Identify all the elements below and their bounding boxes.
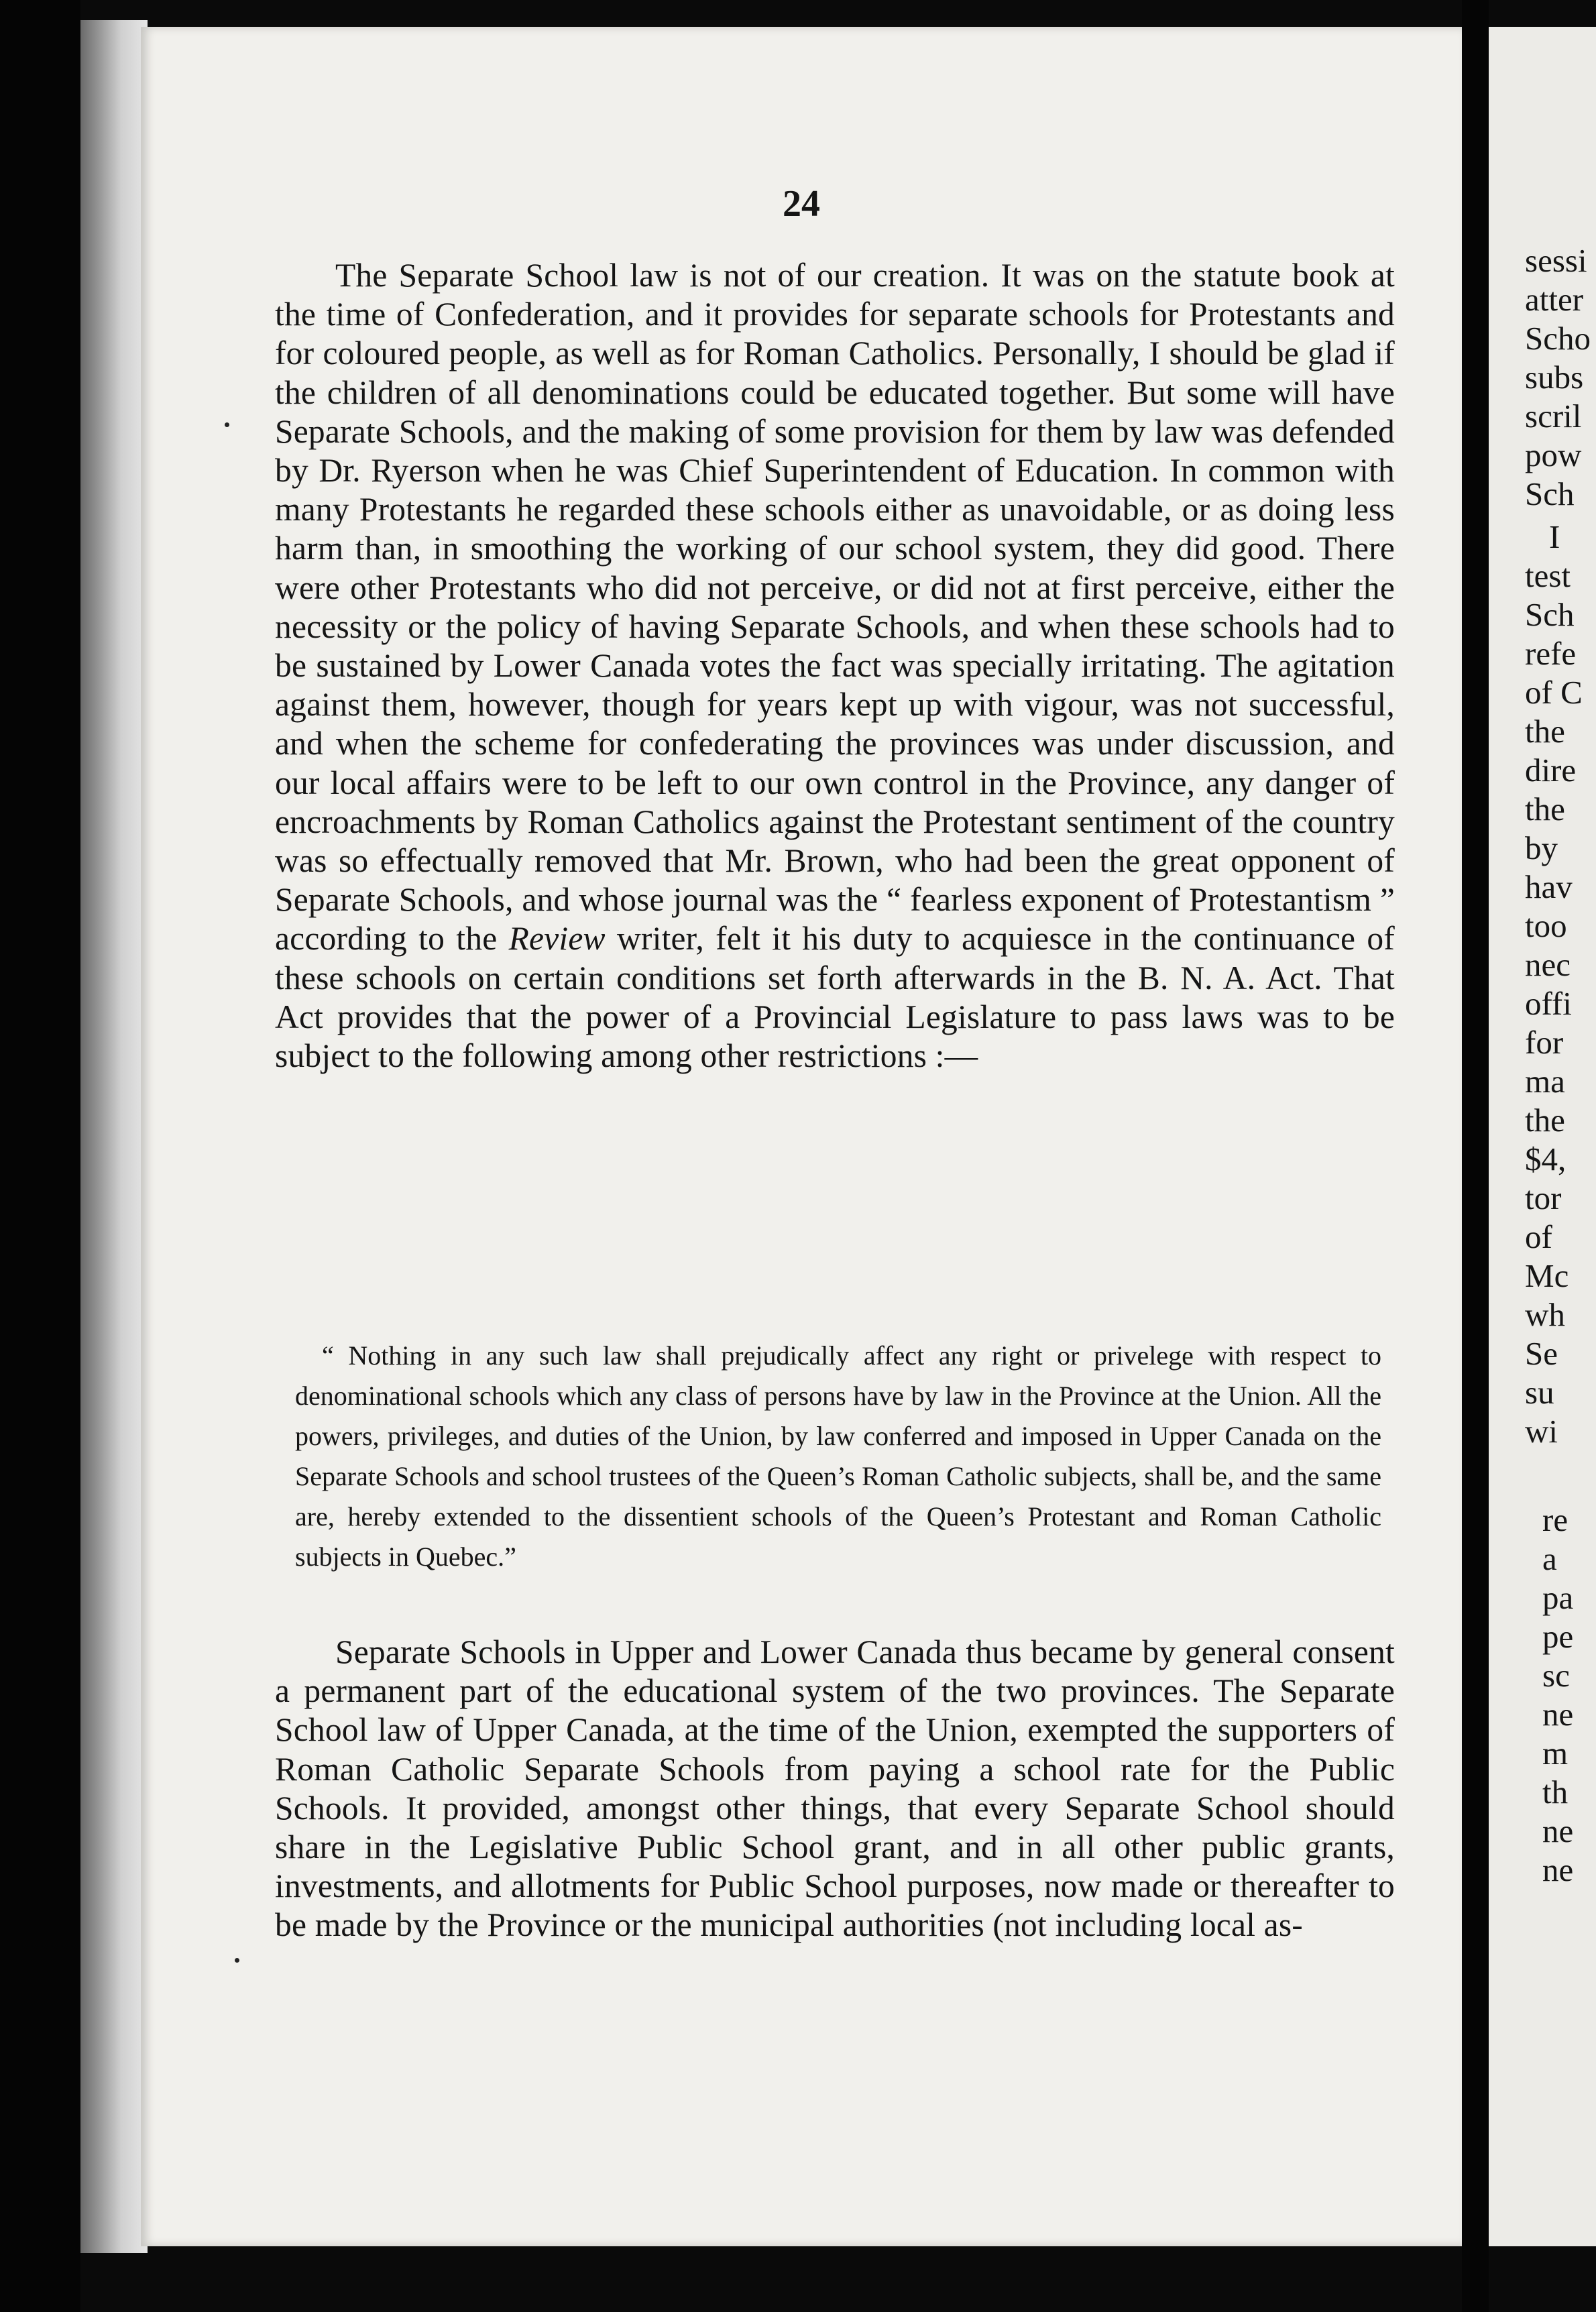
next-page-fragment: Scho bbox=[1525, 320, 1591, 357]
next-page-fragment: for bbox=[1525, 1024, 1564, 1061]
next-page-fragment: pow bbox=[1525, 437, 1582, 473]
next-page-fragment: wh bbox=[1525, 1296, 1565, 1333]
scan-speck bbox=[235, 1958, 239, 1963]
next-page-fragment: too bbox=[1525, 907, 1567, 944]
next-page-fragment: the bbox=[1525, 713, 1565, 750]
next-page-fragment: the bbox=[1525, 1102, 1565, 1139]
paragraph-2-text: Separate Schools in Upper and Lower Canada thus became by general consent a permanent part of the educational system of the two provinces. The Separate School law of Upper Canada, at the time of the Union, exempted the supporters of Roman Catholic Separate Schools from paying a school rate for the Public Schools. It provided, amongst other things, that every Separate School should share in the Legislative Public School grant, and in all other public grants, investments, and allotments for Public School purposes, now made or thereafter to be made by the Province or the municipal authorities (not including local as- bbox=[275, 1633, 1395, 1944]
next-page-fragment: Sch bbox=[1525, 596, 1575, 633]
next-page-fragment: hav bbox=[1525, 868, 1573, 905]
next-page-fragment: ne bbox=[1542, 1812, 1574, 1849]
next-page-fragment: ne bbox=[1542, 1696, 1574, 1733]
book-gutter bbox=[1462, 0, 1489, 2312]
scan-speck bbox=[225, 422, 229, 427]
next-page-fragment: su bbox=[1525, 1374, 1554, 1411]
next-page-fragment: wi bbox=[1525, 1413, 1558, 1450]
next-page-fragment: dire bbox=[1525, 752, 1577, 789]
next-page-fragment: pa bbox=[1542, 1579, 1574, 1616]
block-quote bbox=[295, 1336, 1381, 1577]
next-page-fragment: nec bbox=[1525, 946, 1571, 983]
next-page-fragment: of bbox=[1525, 1218, 1552, 1255]
next-page-fragment: ma bbox=[1525, 1063, 1565, 1100]
next-page-fragment: $4, bbox=[1525, 1141, 1566, 1177]
paragraph-1-text: The Separate School law is not of our creation. It was on the statute book at the time of Confederation, and it provides for separate schools for Protestants and for coloured people, as well as for Roman Catholics. Personally, I should be glad if the children of all denominations could be educated together. But some will have Separate Schools, and the making of some provision for them by law was defended by Dr. Ryerson when he was Chief Superintendent of Education. In common with many Protestants he regarded these schools either as unavoidable, or as doing less harm than, in smoothing the working of our school system, they did good. There were other Protestants who did not perceive, or did not at first perceive, either the necessity or the policy of having Separate Schools, and when these schools had to be sustained by Lower Canada votes the fact was specially irritating. The agitation against them, however, though for years kept up with vigour, was not successful, and when the scheme for confederating the provinces was under discussion, and our local affairs were to be left to our own control in the Province, any danger of encroachments by Roman Catholics against the Protestant sentiment of the country was so effectually removed that Mr. Brown, who had been the great opponent of Separate Schools, and whose journal was the “ fearless exponent of Protestantism ” according to the bbox=[275, 257, 1395, 958]
page-edges bbox=[80, 20, 148, 2253]
next-page-fragment: sessi bbox=[1525, 242, 1587, 279]
quote-text: “ Nothing in any such law shall prejudically affect any right or privelege with respect to denominational schools which any class of persons have by law in the Province at the Union. All the powers, privileges, and duties of the Union, by law conferred and imposed in Upper Canada on the Separate Schools and school trustees of the Queen’s Roman Catholic subjects, shall be, and the same are, hereby extended to the dissentient schools of the Queen’s Protestant and Roman Catholic subjects in Quebec.” bbox=[295, 1340, 1381, 1572]
next-page-fragment: re bbox=[1542, 1501, 1569, 1538]
next-page-fragment: scril bbox=[1525, 398, 1582, 435]
page-number: 24 bbox=[783, 183, 820, 225]
next-page-fragment: of C bbox=[1525, 674, 1583, 711]
next-page-fragment: Sch bbox=[1525, 475, 1575, 512]
next-page-fragment: atter bbox=[1525, 281, 1584, 318]
next-page-fragment: m bbox=[1542, 1735, 1569, 1772]
next-page-fragment: I bbox=[1549, 518, 1560, 555]
review-italic: Review bbox=[508, 920, 606, 958]
next-page-fragment: tor bbox=[1525, 1179, 1562, 1216]
next-page-fragment: offi bbox=[1525, 985, 1572, 1022]
next-page-fragment: subs bbox=[1525, 359, 1584, 396]
next-page-fragment: a bbox=[1542, 1540, 1557, 1577]
paragraph-1-end: writer, felt it his duty to acquiesce in the continuance of these schools on certain conditions set forth afterwards in the B. N. A. Act. That Act provides that the power of a Provincial Legislature to pass laws was to be subject to the following among other restrictions :— bbox=[275, 920, 1395, 1075]
next-page-fragment: ne bbox=[1542, 1851, 1574, 1888]
next-page-fragment: pe bbox=[1542, 1618, 1574, 1655]
next-page-fragment: the bbox=[1525, 791, 1565, 827]
body-paragraph-2 bbox=[275, 1633, 1395, 1945]
book-spine bbox=[0, 0, 80, 2312]
next-page-fragment: Se bbox=[1525, 1335, 1558, 1372]
next-page-fragment: sc bbox=[1542, 1657, 1570, 1694]
next-page-fragment: by bbox=[1525, 829, 1558, 866]
next-page-edge bbox=[1489, 27, 1596, 2246]
next-page-fragment: Mc bbox=[1525, 1257, 1569, 1294]
next-page-fragment: refe bbox=[1525, 635, 1577, 672]
body-paragraph-1 bbox=[275, 256, 1395, 1076]
next-page-fragment: test bbox=[1525, 557, 1571, 594]
next-page-fragment: th bbox=[1542, 1774, 1569, 1810]
